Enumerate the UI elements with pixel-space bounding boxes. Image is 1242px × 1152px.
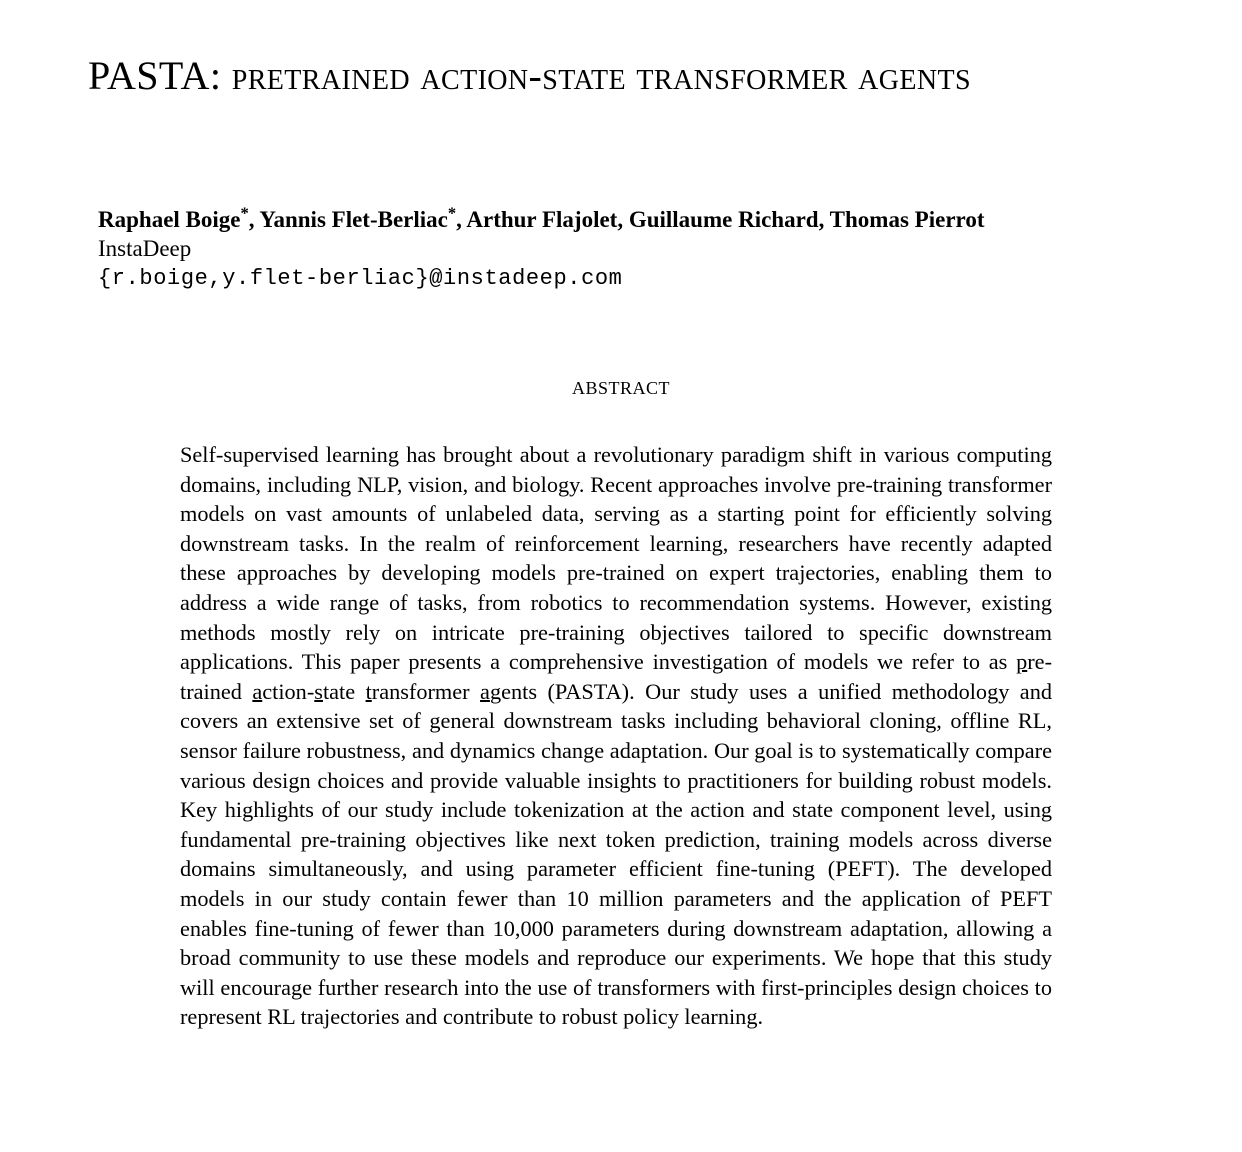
abstract-text-part2: (PASTA). Our study uses a unified methodology and covers an extensive set of general downstream tasks including behavioral cloning, offline RL, sensor failure robustness, and dynamics change adaptation. Our goal is to systematically compare various design choices and provide valuable insights to practitioners for building robust models. Key highlights of our study include tokenization at the action and state component level, using fundamental pre-training objectives like next token prediction, training models across diverse domains simultaneously, and using parameter efficient fine-tuning (PEFT). The developed models in our study contain fewer than 10 million parameters and the application of PEFT enables fine-tuning of fewer than 10,000 parameters during downstream adaptation, allowing a broad community to use these models and reproduce our experiments. We hope that this study will encourage further research into the use of transformers with first-principles design choices to represent RL trajectories and contribute to robust policy learning. bbox=[180, 678, 1052, 1030]
author-footnote-marker-2: * bbox=[447, 203, 457, 223]
acronym-letter-p: p bbox=[1016, 649, 1028, 675]
author-name-2: Yannis Flet-Berliac bbox=[254, 207, 448, 232]
acronym-letter-t: t bbox=[365, 678, 372, 704]
abstract-paragraph bbox=[180, 440, 1052, 1032]
acronym-word-state: tate bbox=[322, 678, 366, 704]
acronym-letter-a2: a bbox=[480, 678, 490, 704]
author-names-rest: Arthur Flajolet, Guillaume Richard, Thomas Pierrot bbox=[461, 207, 985, 232]
abstract-text-part1: Self-supervised learning has brought about a revolutionary paradigm shift in various computing domains, including NLP, vision, and biology. Recent approaches involve pre-training transformer models on vast amounts of unlabeled data, serving as a starting point for efficiently solving downstream tasks. In the realm of reinforcement learning, researchers have recently adapted these approaches by developing models pre-trained on expert trajectories, enabling them to address a wide range of tasks, from robotics to recommendation systems. However, existing methods mostly rely on intricate pre-training objectives tailored to specific downstream applications. This paper presents a comprehensive investigation of models we refer to as bbox=[180, 442, 1052, 675]
author-separator-1: , bbox=[248, 207, 255, 232]
title-second-line: agents bbox=[858, 53, 972, 98]
acronym-letter-a: a bbox=[252, 678, 263, 704]
acronym-word-agents: gents bbox=[489, 678, 538, 704]
abstract-heading: abstract bbox=[571, 373, 671, 400]
author-name-1: Raphael Boige bbox=[98, 207, 241, 232]
affiliation: InstaDeep bbox=[98, 236, 192, 261]
author-list bbox=[98, 203, 1158, 234]
title-acronym-prefix: PASTA: bbox=[88, 53, 222, 98]
abstract-body bbox=[180, 440, 1052, 1032]
acronym-word-pretrained: re-trained bbox=[180, 649, 1052, 704]
acronym-letter-s: s bbox=[314, 678, 323, 704]
acronym-word-transformer: ransformer bbox=[371, 678, 481, 704]
page-title bbox=[88, 50, 1163, 102]
title-block bbox=[88, 50, 1163, 102]
author-separator-2: , bbox=[456, 207, 462, 232]
author-footnote-marker-1: * bbox=[240, 203, 249, 223]
title-rest: pretrained action-state transformer bbox=[231, 53, 848, 98]
acronym-word-action: ction- bbox=[262, 678, 315, 704]
authors-block bbox=[98, 203, 1158, 295]
contact-email: {r.boige,y.flet-berliac}@instadeep.com bbox=[98, 266, 623, 291]
